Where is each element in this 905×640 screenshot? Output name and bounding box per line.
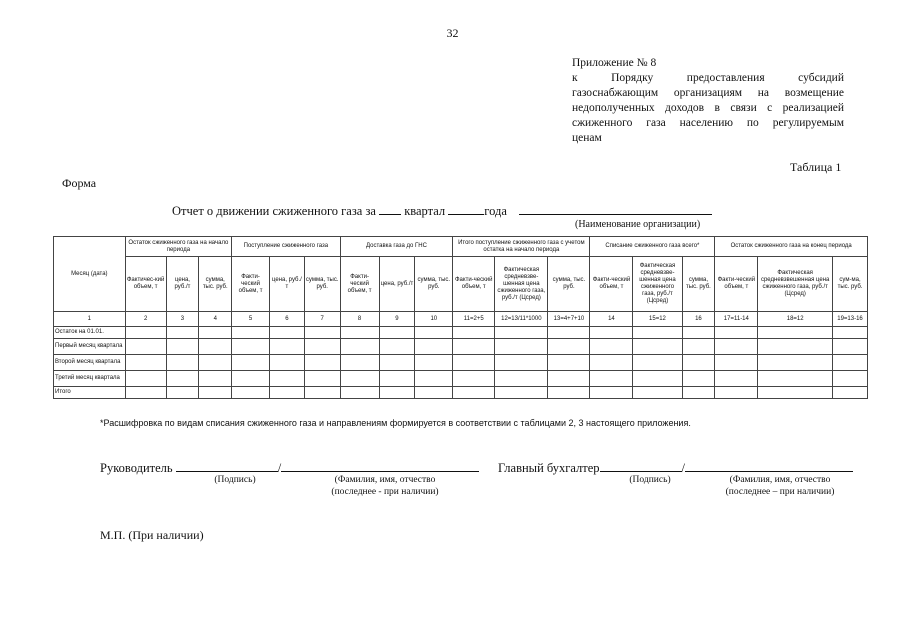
data-cell[interactable]: [495, 355, 548, 371]
data-cell[interactable]: [232, 371, 270, 387]
column-subheader: сумма, тыс. руб.: [548, 257, 590, 312]
data-cell[interactable]: [415, 387, 453, 399]
data-cell[interactable]: [232, 355, 270, 371]
column-number: 14: [590, 312, 633, 327]
data-cell[interactable]: [682, 339, 715, 355]
accountant-label: Главный бухгалтер: [498, 461, 600, 475]
head-name-caption: [300, 474, 470, 498]
data-cell[interactable]: [232, 327, 270, 339]
accountant-name-caption: [705, 474, 855, 498]
report-table: [53, 236, 868, 399]
data-cell[interactable]: [232, 387, 270, 399]
organization-caption: (Наименование организации): [575, 219, 701, 230]
data-cell[interactable]: [340, 339, 379, 355]
data-cell[interactable]: [682, 355, 715, 371]
data-cell[interactable]: [453, 355, 495, 371]
group-header: Остаток сжиженного газа на начало периода: [125, 237, 231, 257]
data-cell[interactable]: [340, 327, 379, 339]
table-row: [54, 355, 868, 371]
data-cell[interactable]: [125, 355, 166, 371]
column-subheader: цена, руб./т: [379, 257, 415, 312]
appendix-line: к Порядку предоставления субсидий: [572, 72, 844, 84]
data-cell[interactable]: [125, 339, 166, 355]
data-cell[interactable]: [199, 371, 232, 387]
column-number: 9: [379, 312, 415, 327]
data-cell[interactable]: [453, 327, 495, 339]
page-number: 32: [446, 26, 459, 40]
data-cell[interactable]: [590, 327, 633, 339]
data-cell[interactable]: [125, 371, 166, 387]
data-cell[interactable]: [304, 355, 340, 371]
data-cell[interactable]: [833, 339, 868, 355]
report-title: [172, 203, 712, 219]
group-header: Доставка газа до ГНС: [340, 237, 453, 257]
data-cell[interactable]: [758, 371, 833, 387]
column-subheader: цена, руб./т: [270, 257, 305, 312]
organization-blank[interactable]: [519, 203, 712, 215]
column-number: 4: [199, 312, 232, 327]
data-cell[interactable]: [340, 371, 379, 387]
table-row: [54, 371, 868, 387]
column-subheader: цена, руб./т: [166, 257, 199, 312]
data-cell[interactable]: [682, 327, 715, 339]
year-blank[interactable]: [448, 203, 484, 215]
data-cell[interactable]: [304, 339, 340, 355]
data-cell[interactable]: [379, 327, 415, 339]
column-subheader: Факти-ческий объем, т: [715, 257, 758, 312]
quarter-blank[interactable]: [379, 203, 401, 215]
data-cell[interactable]: [833, 327, 868, 339]
data-cell[interactable]: [166, 327, 199, 339]
data-cell[interactable]: [495, 327, 548, 339]
data-cell[interactable]: [415, 371, 453, 387]
data-cell[interactable]: [833, 371, 868, 387]
column-subheader: Факти-ческий объем, т: [232, 257, 270, 312]
data-cell[interactable]: [125, 327, 166, 339]
data-cell[interactable]: [199, 327, 232, 339]
appendix-line: газоснабжающим организациям на возмещение: [572, 87, 844, 99]
data-cell[interactable]: [590, 387, 633, 399]
column-subheader: Фактическая средневзве-шенная цена сжиженного газа, руб./т (Цсред): [633, 257, 682, 312]
head-name-field[interactable]: [281, 459, 479, 472]
column-subheader: Фактическая средневзвешенная цена сжиженного газа, руб./т (Цсред): [758, 257, 833, 312]
column-number: 7: [304, 312, 340, 327]
data-cell[interactable]: [304, 327, 340, 339]
row-label: Третий месяц квартала: [54, 371, 126, 387]
name-caption-line: (Фамилия, имя, отчество: [334, 475, 436, 485]
column-subheader: Фактическая средневзве-шенная цена сжиженного газа, руб./т (Цсред): [495, 257, 548, 312]
data-cell[interactable]: [199, 339, 232, 355]
data-cell[interactable]: [758, 387, 833, 399]
column-number: 17=11-14: [715, 312, 758, 327]
data-cell[interactable]: [590, 371, 633, 387]
data-cell[interactable]: [415, 339, 453, 355]
footnote: *Расшифровка по видам списания сжиженного газа и направлениям формируется в соответствии с таблицами 2, 3 настоящего приложения.: [100, 418, 691, 428]
column-number: 12=13/11*1000: [495, 312, 548, 327]
head-label: Руководитель: [100, 461, 173, 475]
appendix-line: сжиженного газа населению по регулируемым: [572, 117, 844, 129]
head-signature-field[interactable]: [176, 459, 278, 472]
data-cell[interactable]: [495, 371, 548, 387]
data-cell[interactable]: [715, 327, 758, 339]
data-cell[interactable]: [833, 355, 868, 371]
data-cell[interactable]: [495, 339, 548, 355]
head-signature-line: Руководитель /: [100, 459, 479, 476]
column-number: 3: [166, 312, 199, 327]
group-header: Списание сжиженного газа всего*: [590, 237, 715, 257]
data-cell[interactable]: [715, 387, 758, 399]
data-cell[interactable]: [166, 371, 199, 387]
data-cell[interactable]: [548, 339, 590, 355]
data-cell[interactable]: [758, 339, 833, 355]
data-cell[interactable]: [633, 355, 682, 371]
data-cell[interactable]: [682, 371, 715, 387]
data-cell[interactable]: [590, 339, 633, 355]
data-cell[interactable]: [270, 387, 305, 399]
data-cell[interactable]: [270, 339, 305, 355]
column-subheader: Факти-ческий объем, т: [340, 257, 379, 312]
column-number: 5: [232, 312, 270, 327]
data-cell[interactable]: [166, 355, 199, 371]
column-number: 13=4+7+10: [548, 312, 590, 327]
data-cell[interactable]: [495, 387, 548, 399]
data-cell[interactable]: [304, 387, 340, 399]
row-label: Остаток на 01.01.: [54, 327, 126, 339]
column-number: 15=12: [633, 312, 682, 327]
data-cell[interactable]: [453, 387, 495, 399]
data-cell[interactable]: [590, 355, 633, 371]
table-row: [54, 327, 868, 339]
data-cell[interactable]: [379, 387, 415, 399]
data-cell[interactable]: [548, 371, 590, 387]
row-label: Итого: [54, 387, 126, 399]
quarter-word: квартал: [404, 204, 446, 218]
data-cell[interactable]: [633, 339, 682, 355]
form-label: Форма: [62, 176, 97, 190]
table-row: [54, 387, 868, 399]
column-subheader: сумма, тыс. руб.: [415, 257, 453, 312]
row-label: Второй месяц квартала: [54, 355, 126, 371]
data-cell[interactable]: [125, 387, 166, 399]
accountant-signature-caption: (Подпись): [629, 475, 671, 485]
column-number: 18=12: [758, 312, 833, 327]
data-cell[interactable]: [758, 327, 833, 339]
data-cell[interactable]: [715, 339, 758, 355]
data-cell[interactable]: [548, 355, 590, 371]
name-caption-line: (последнее - при наличии): [331, 487, 439, 497]
data-cell[interactable]: [166, 387, 199, 399]
data-cell[interactable]: [715, 355, 758, 371]
column-number: 11=2+5: [453, 312, 495, 327]
table-row: [54, 339, 868, 355]
data-cell[interactable]: [340, 387, 379, 399]
data-cell[interactable]: [270, 327, 305, 339]
appendix-header: [572, 56, 844, 146]
appendix-title: Приложение № 8: [572, 57, 657, 69]
column-number: 19=13-16: [833, 312, 868, 327]
column-subheader: сумма, тыс. руб.: [682, 257, 715, 312]
data-cell[interactable]: [633, 387, 682, 399]
column-number: 8: [340, 312, 379, 327]
data-cell[interactable]: [304, 371, 340, 387]
data-cell[interactable]: [270, 355, 305, 371]
accountant-name-field[interactable]: [685, 459, 853, 472]
column-subheader: Фактичес-кий объем, т: [125, 257, 166, 312]
data-cell[interactable]: [633, 371, 682, 387]
data-cell[interactable]: [199, 387, 232, 399]
month-header: Месяц (дата): [54, 237, 126, 312]
data-cell[interactable]: [833, 387, 868, 399]
data-cell[interactable]: [232, 339, 270, 355]
column-subheader: Факти-ческий объем, т: [453, 257, 495, 312]
column-subheader: Факти-ческий объем, т: [590, 257, 633, 312]
group-header: Поступление сжиженного газа: [232, 237, 341, 257]
data-cell[interactable]: [548, 387, 590, 399]
data-cell[interactable]: [548, 327, 590, 339]
accountant-signature-line: Главный бухгалтер /: [498, 459, 853, 476]
column-number: 16: [682, 312, 715, 327]
column-subheader: сумма, тыс. руб.: [199, 257, 232, 312]
group-header: Остаток сжиженного газа на конец периода: [715, 237, 868, 257]
row-label: Первый месяц квартала: [54, 339, 126, 355]
appendix-line: недополученных доходов в связи с реализацией: [572, 102, 844, 114]
data-cell[interactable]: [715, 371, 758, 387]
data-cell[interactable]: [453, 339, 495, 355]
name-caption-line: (Фамилия, имя, отчество: [729, 475, 831, 485]
year-word: года: [484, 204, 507, 218]
data-cell[interactable]: [379, 339, 415, 355]
column-number: 6: [270, 312, 305, 327]
column-number: 1: [54, 312, 126, 327]
column-subheader: сумма, тыс. руб.: [304, 257, 340, 312]
table-label: Таблица 1: [790, 160, 842, 174]
data-cell[interactable]: [415, 355, 453, 371]
appendix-line: ценам: [572, 132, 602, 144]
column-number: 10: [415, 312, 453, 327]
column-number: 2: [125, 312, 166, 327]
data-cell[interactable]: [453, 371, 495, 387]
data-cell[interactable]: [270, 371, 305, 387]
head-signature-caption: (Подпись): [214, 475, 256, 485]
data-cell[interactable]: [379, 371, 415, 387]
stamp-label: М.П. (При наличии): [100, 528, 204, 542]
data-cell[interactable]: [166, 339, 199, 355]
column-subheader: сум-ма, тыс. руб.: [833, 257, 868, 312]
data-cell[interactable]: [379, 355, 415, 371]
data-cell[interactable]: [758, 355, 833, 371]
group-header: Итого поступление сжиженного газа с учетом остатка на начало периода: [453, 237, 590, 257]
data-cell[interactable]: [199, 355, 232, 371]
name-caption-line: (последнее – при наличии): [725, 487, 835, 497]
data-cell[interactable]: [340, 355, 379, 371]
data-cell[interactable]: [633, 327, 682, 339]
data-cell[interactable]: [682, 387, 715, 399]
accountant-signature-field[interactable]: [600, 459, 682, 472]
report-title-text: Отчет о движении сжиженного газа за: [172, 204, 376, 218]
data-cell[interactable]: [415, 327, 453, 339]
